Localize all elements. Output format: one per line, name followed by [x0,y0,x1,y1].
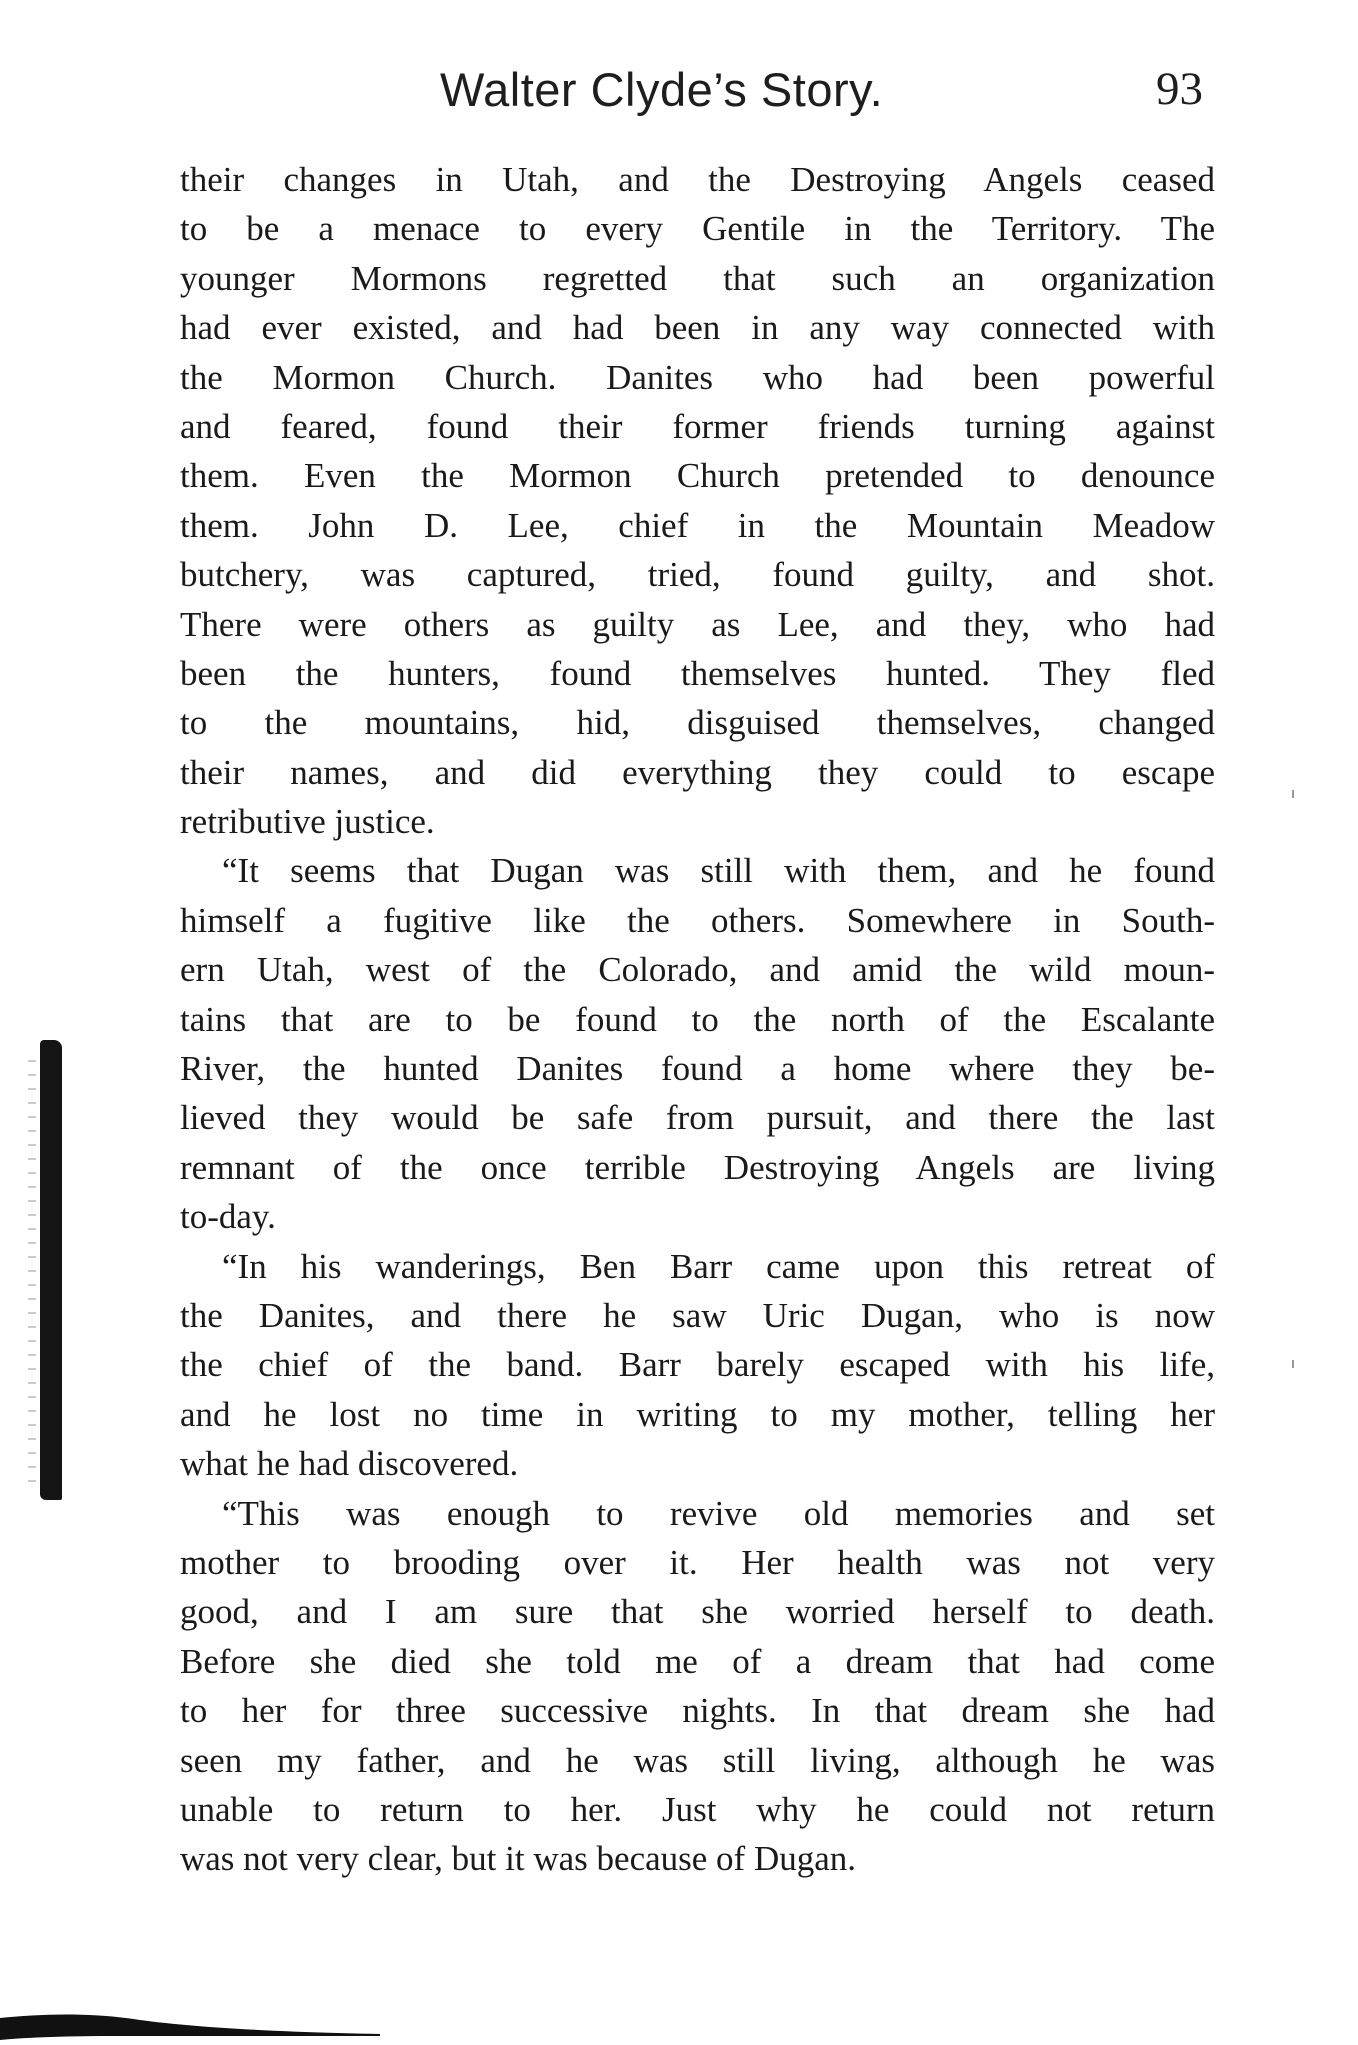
text-line: was not very clear, but it was because of Dugan. [180,1839,857,1879]
body-text [180,155,1215,1884]
text-line: seen my father, and he was still living, although he was [180,1740,1215,1780]
text-line: what he had discovered. [180,1444,519,1484]
text-line: and feared, found their former friends turning against [180,406,1215,446]
text-line: unable to return to her. Just why he could not return [180,1789,1215,1829]
text-line: “In his wanderings, Ben Barr came upon this retreat of [222,1246,1215,1286]
paragraph-3 [180,1242,1215,1489]
scan-dust-mark [1292,1360,1294,1368]
text-line: “This was enough to revive old memories and set [222,1493,1215,1533]
text-line: to-day. [180,1197,276,1237]
text-line: mother to brooding over it. Her health was not very [180,1542,1215,1582]
text-line: butchery, was captured, tried, found guilty, and shot. [180,555,1215,595]
text-line: remnant of the once terrible Destroying Angels are living [180,1147,1215,1187]
text-line: ern Utah, west of the Colorado, and amid the wild moun- [180,950,1215,990]
text-line: the chief of the band. Barr barely escaped with his life, [180,1345,1215,1385]
scan-edge-smudge [0,2012,380,2040]
paragraph-4 [180,1489,1215,1884]
scan-speckle [28,1060,36,1490]
text-line: to be a menace to every Gentile in the Territory. The [180,209,1215,249]
paragraph-2 [180,846,1215,1241]
text-line: them. Even the Mormon Church pretended to denounce [180,456,1215,496]
paragraph-1 [180,155,1215,846]
text-line: their names, and did everything they could to escape [180,752,1215,792]
text-line: their changes in Utah, and the Destroying Angels ceased [180,160,1215,199]
text-line: good, and I am sure that she worried herself to death. [180,1592,1215,1632]
text-line: retributive justice. [180,802,435,842]
text-line: Before she died she told me of a dream that had come [180,1641,1215,1681]
scan-dust-mark [1292,790,1294,798]
text-line: been the hunters, found themselves hunted. They fled [180,653,1215,693]
text-line: the Mormon Church. Danites who had been powerful [180,357,1215,397]
text-line: to her for three successive nights. In that dream she had [180,1691,1215,1731]
text-line: had ever existed, and had been in any way connected with [180,308,1215,348]
text-line: and he lost no time in writing to my mother, telling her [180,1394,1215,1434]
text-line: them. John D. Lee, chief in the Mountain Meadow [180,505,1215,545]
page-number: 93 [1156,63,1203,115]
text-line: younger Mormons regretted that such an organization [180,258,1215,298]
text-line: himself a fugitive like the others. Somewhere in South- [180,900,1215,940]
text-line: “It seems that Dugan was still with them, and he found [222,851,1215,891]
text-line: tains that are to be found to the north of the Escalante [180,999,1215,1039]
running-head: Walter Clyde’s Story. [440,63,884,116]
text-line: lieved they would be safe from pursuit, and there the last [180,1098,1215,1138]
text-line: to the mountains, hid, disguised themselves, changed [180,703,1215,743]
text-line: the Danites, and there he saw Uric Dugan, who is now [180,1295,1215,1335]
scan-binding-shadow [40,1040,62,1500]
text-line: River, the hunted Danites found a home where they be- [180,1049,1215,1089]
text-line: There were others as guilty as Lee, and they, who had [180,604,1215,644]
